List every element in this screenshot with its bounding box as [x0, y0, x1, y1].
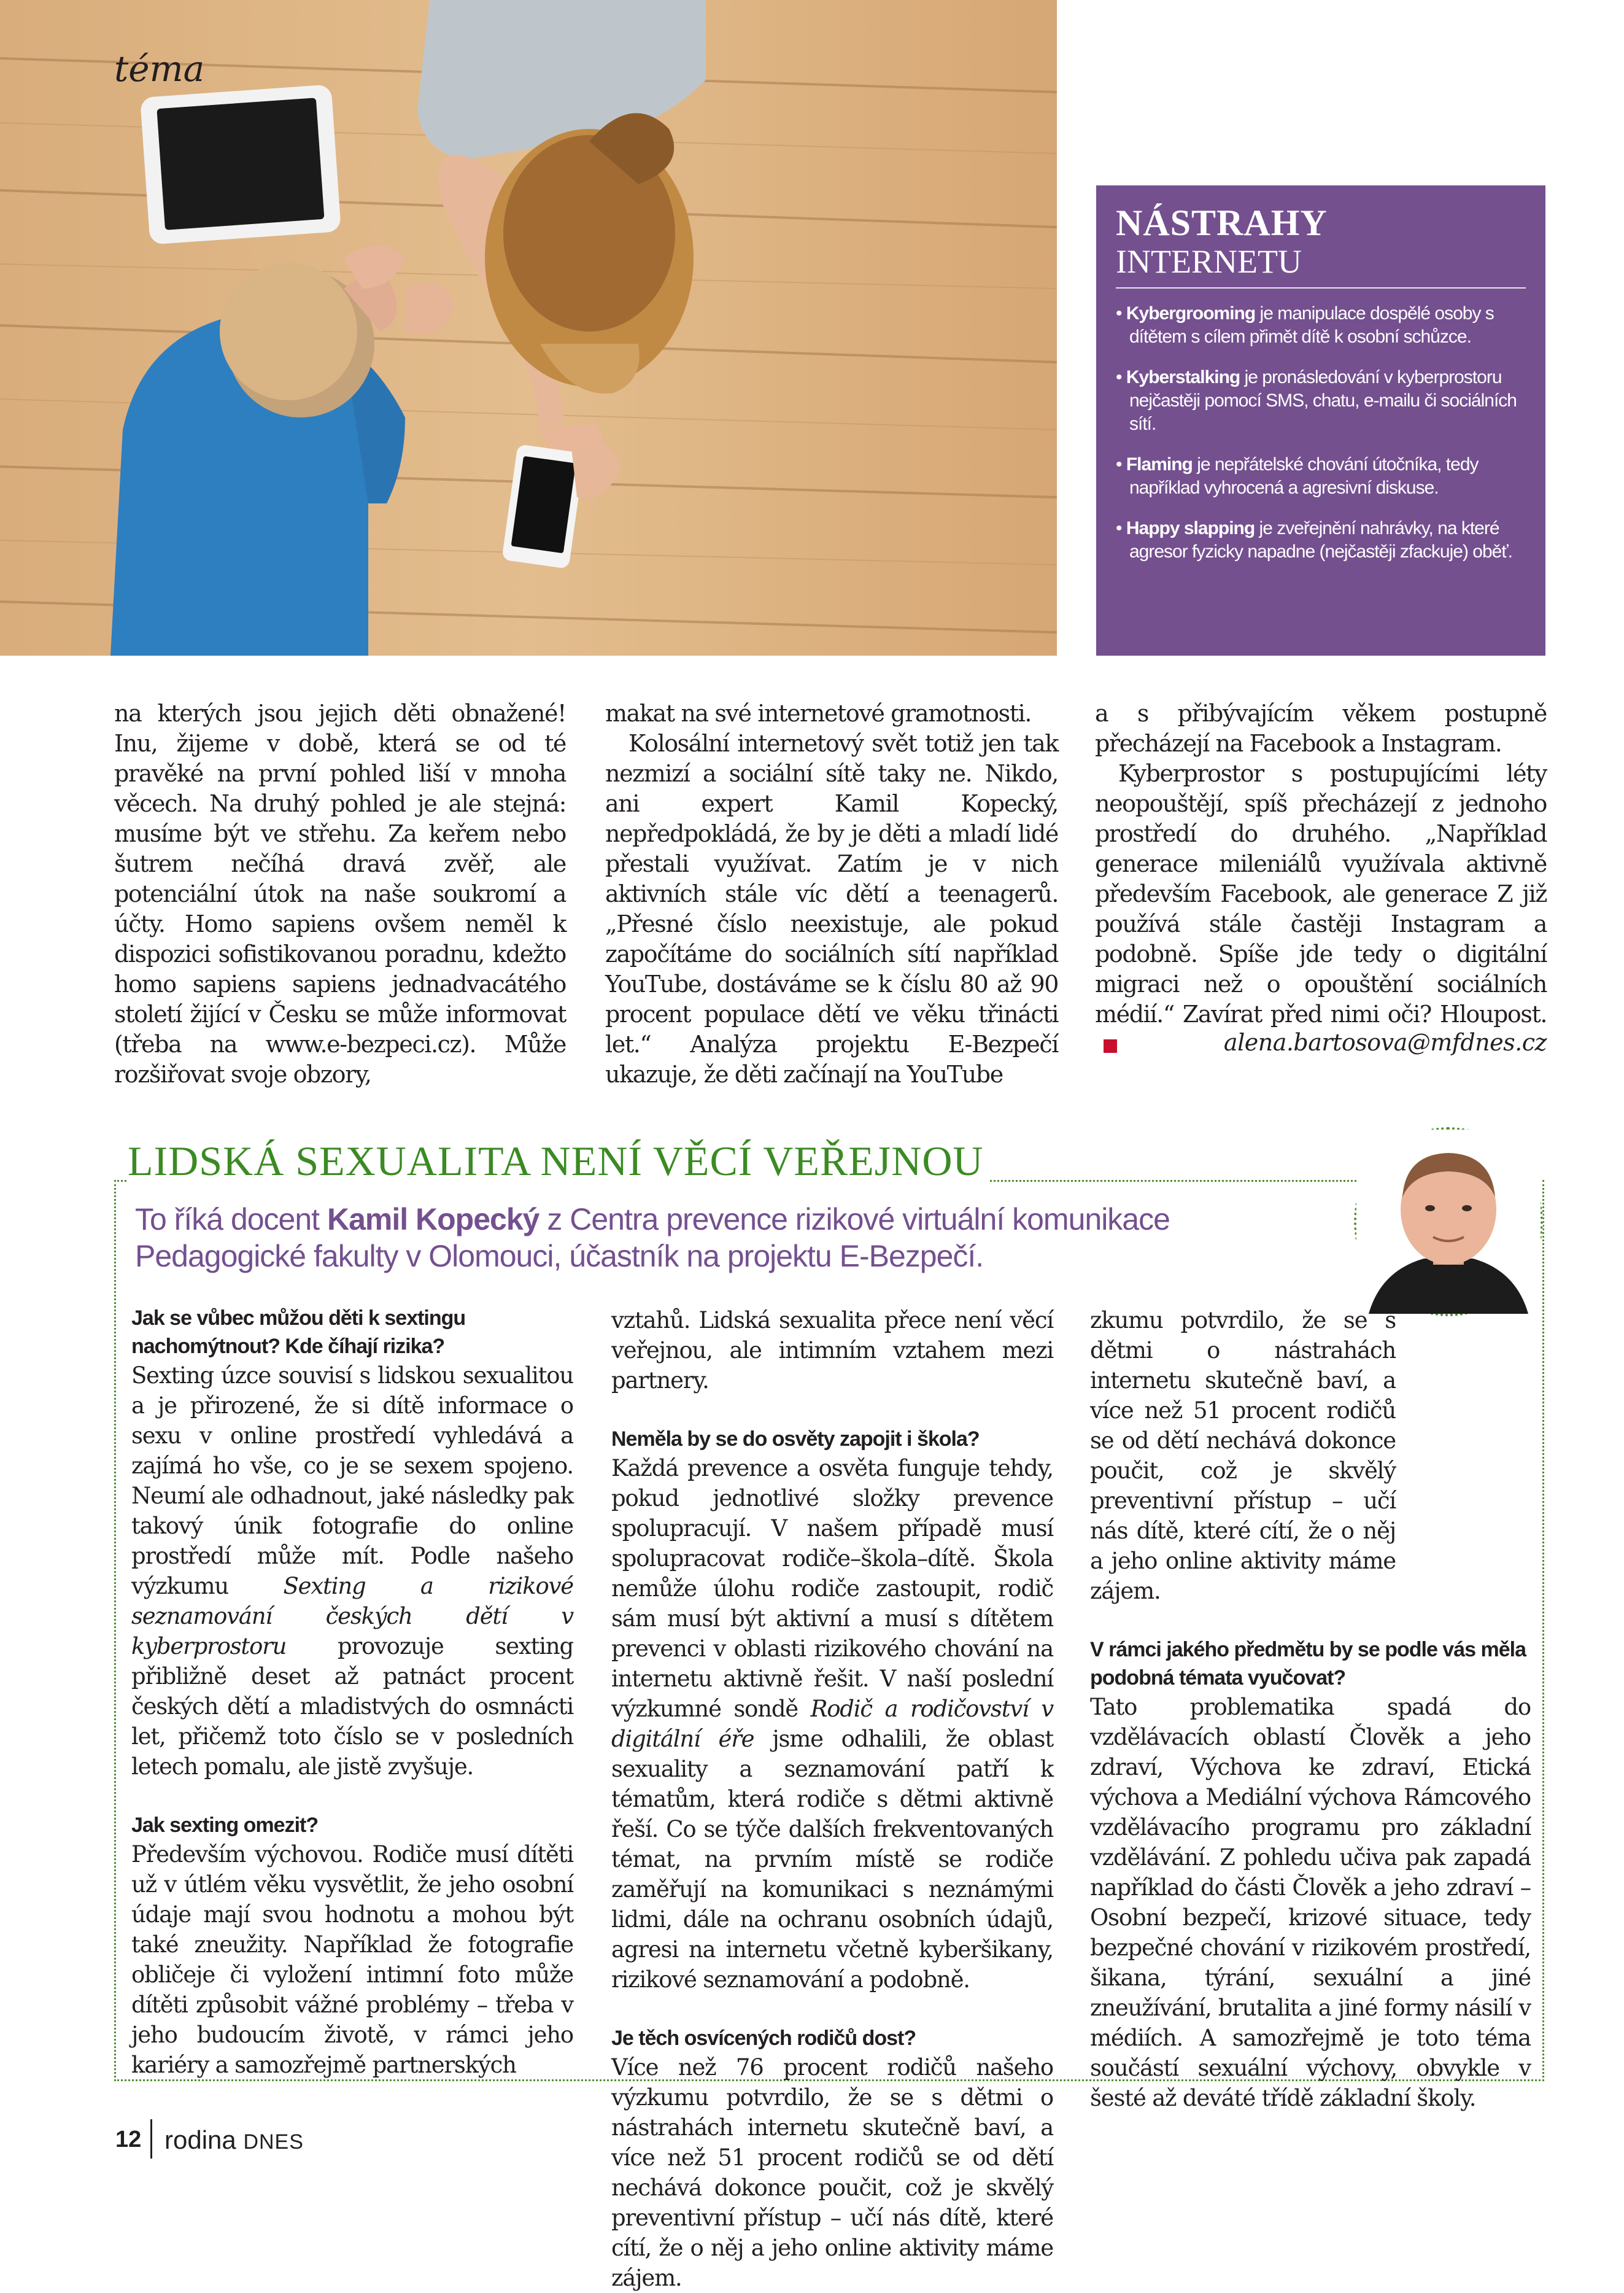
page-number: 12	[115, 2127, 142, 2152]
section-tag: téma	[114, 48, 205, 90]
interview-column-3	[1090, 1305, 1531, 2113]
interview-answer: Více než 76 procent rodičů našeho výzkumu potvrdilo, že se s dětmi o nástrahách internetu skutečně baví, a více než 51 procent rodičů se od dětí nechává dokonce poučit, což je skvělý preventivní přístup – učí nás dítě, které cítí, že o něj a jeho online aktivity máme zájem.	[611, 2054, 1053, 2291]
study-title: Rodič a rodičovství v digitální éře	[611, 1696, 1053, 1752]
tablet-image	[140, 84, 341, 244]
interview-column-1	[131, 1304, 573, 2080]
sidebar-term: Happy slapping	[1126, 518, 1255, 538]
article-paragraph-text: Kyberprostor s postupujícími léty neopouštějí, spíš přecházejí z jednoho prostředí do druhého. „Například generace mileniálů využívala aktivně především Facebook, ale generace Z již používá stále častěji Instagram a podobně. Spíše jde tedy o digitální migraci než o opouštění sociálních médií.“ Zavírat před nimi oči? Hloupost.	[1095, 760, 1547, 1028]
publication-suffix: DNES	[243, 2130, 304, 2154]
article-paragraph: makat na své internetové gramotnosti.	[605, 700, 1032, 727]
article-column-3	[1095, 699, 1547, 1060]
interview-question: Jak se vůbec můžou děti k sextingu nachomýtnout? Kde číhají rizika?	[131, 1306, 466, 1358]
sidebar-divider	[1116, 287, 1526, 289]
sidebar-title: NÁSTRAHY	[1116, 203, 1328, 243]
interview-answer	[131, 1360, 573, 1782]
interview-answer	[611, 1453, 1053, 1995]
answer-text: provozuje sexting přibližně deset až patnáct procent českých dětí a mladistvých do osmnácti let, přičemž toto číslo se v posledních letech pomalu, ale jistě zvyšuje.	[131, 1633, 573, 1780]
sidebar-definition: je manipulace dospělé osoby s dítětem s cílem přimět dítě k osobní schůzce.	[1129, 303, 1494, 347]
article-paragraph: a s přibývajícím věkem postupně přecházejí na Facebook a Instagram.	[1095, 700, 1547, 757]
interviewee-portrait	[1354, 1127, 1543, 1316]
sidebar-definition: je zveřejnění nahrávky, na které agresor fyzicky napadne (nejčastěji zfackuje) oběť.	[1129, 518, 1512, 562]
intro-text: To říká docent	[135, 1202, 327, 1236]
article-column-1	[114, 699, 566, 1090]
publication-title: rodina	[164, 2125, 236, 2154]
interview-question: V rámci jakého předmětu by se podle vás měla podobná témata vyučovat?	[1090, 1638, 1526, 1690]
sidebar-item: • Kyberstalking je pronásledování v kyberprostoru nejčastěji pomocí SMS, chatu, e-mailu či sociálních sítí.	[1116, 367, 1517, 434]
interview-title: LIDSKÁ SEXUALITA NENÍ VĚCÍ VEŘEJNOU	[128, 1137, 990, 1185]
interview-question: Je těch osvícených rodičů dost?	[611, 2027, 916, 2050]
intro-text: z Centra prevence rizikové virtuální komunikace Pedagogické fakulty v Olomouci, účastník na projektu E-Bezpečí.	[135, 1202, 1170, 1273]
sidebar-term: Flaming	[1126, 454, 1193, 475]
article-column-2	[605, 699, 1058, 1090]
publication-name	[164, 2125, 304, 2155]
author-email[interactable]: alena.bartosova@mfdnes.cz	[1223, 1029, 1547, 1056]
interview-question: Jak sexting omezit?	[131, 1814, 319, 1837]
sidebar-box	[1096, 185, 1545, 656]
sidebar-definition: je pronásledování v kyberprostoru nejčastěji pomocí SMS, chatu, e-mailu či sociálních sítí.	[1129, 367, 1517, 434]
footer-divider	[150, 2119, 152, 2159]
answer-text: jsme odhalili, že oblast sexuality a seznamování patří k tématům, která rodiče s dětmi aktivně řeší. Co se týče dalších frekventovaných témat, na prvním místě se rodiče zaměřují na komunikaci s neznámými lidmi, dále na ochranu osobních údajů, agresi na internetu včetně kyberšikany, rizikové seznamování a podobně.	[611, 1726, 1053, 1993]
answer-text: Sexting úzce souvisí s lidskou sexualitou a je přirozené, že si dítě informace o sexu v online prostředí vyhledává a zajímá ho vše, co je se sexem spojeno. Neumí ale odhadnout, jaké následky pak takový únik fotografie do online prostředí může mít. Podle našeho výzkumu	[131, 1362, 573, 1599]
study-title: Sexting a rizikové seznamování českých dětí v kyberprostoru	[131, 1573, 573, 1659]
sidebar-subtitle: INTERNETU	[1116, 243, 1302, 280]
interview-answer: zkumu potvrdilo, že se s dětmi o nástrahách internetu skutečně baví, a více než 51 procent rodičů se od dětí nechává dokonce poučit, což je skvělý preventivní přístup – učí nás dítě, které cítí, že o něj a jeho online aktivity máme zájem.	[1090, 1307, 1396, 1604]
sidebar-item: • Flaming je nepřátelské chování útočníka, tedy například vyhrocená a agresivní diskuse.	[1116, 454, 1479, 498]
article-paragraph: na kterých jsou jejich děti obnažené! Inu, žijeme v době, která se od té pravěké na první pohled liší v mnoha věcech. Na druhý pohled je ale stejná: musíme být ve střehu. Za keřem nebo šutrem nečíhá dravá zvěř, ale potenciální útok na naše soukromí a účty. Homo sapiens ovšem neměl k dispozici sofistikovanou poradnu, kdežto homo sapiens sapiens jednadvacátého století žijící v Česku se může informovat (třeba na www.e-bezpeci.cz). Může rozšiřovat svoje obzory,	[114, 700, 566, 1088]
answer-text: Každá prevence a osvěta funguje tehdy, pokud jednotlivé složky prevence spolupracují. V našem případě musí spolupracovat rodiče–škola–dítě. Škola nemůže úlohu rodiče zastoupit, rodič sám musí být aktivní a musí s dítětem prevenci v oblasti rizikového chování na internetu aktivně řešit. V naší poslední výzkumné sondě	[611, 1455, 1053, 1722]
interview-intro	[135, 1201, 1240, 1275]
interview-answer: Tato problematika spadá do vzdělávacích oblastí Člověk a jeho zdraví, Výchova ke zdraví, Etická výchova a Mediální výchova Rámcového vzdělávacího programu pro základní vzdělávání. Z pohledu učiva pak zapadá například do části Člověk a jeho zdraví – Osobní bezpečí, krizové situace, tedy bezpečné chování v rizikovém prostředí, šikana, týrání, sexuální a jiné zneužívání, brutalita a jiné formy násilí v médiích. A samozřejmě je toto téma součástí sexuální výchovy, obvykle v šesté až deváté třídě základní školy.	[1090, 1694, 1531, 2111]
sidebar-item: • Kybergrooming je manipulace dospělé osoby s dítětem s cílem přimět dítě k osobní schůzce.	[1116, 303, 1494, 347]
interview-question: Neměla by se do osvěty zapojit i škola?	[611, 1427, 980, 1451]
sidebar-term: Kybergrooming	[1126, 303, 1256, 324]
sidebar-term: Kyberstalking	[1126, 367, 1240, 387]
header-photo	[0, 0, 1057, 656]
interview-column-2	[611, 1305, 1053, 2291]
article-paragraph: Kolosální internetový svět totiž jen tak nezmizí a sociální sítě taky ne. Nikdo, ani expert Kamil Kopecký, nepředpokládá, že by je děti a mladí lidé přestali využívat. Zatím je v nich aktivních stále víc dětí a teenagerů. „Přesné číslo neexistuje, ale pokud započítáme do sociálních sítí například YouTube, dostáváme se k číslu 80 až 90 procent populace dětí ve věku třinácti let.“ Analýza projektu E-Bezpečí ukazuje, že děti začínají na YouTube	[605, 730, 1058, 1088]
sidebar-item: • Happy slapping je zveřejnění nahrávky, na které agresor fyzicky napadne (nejčastěji zfackuje) oběť.	[1116, 518, 1512, 562]
interview-answer: Především výchovou. Rodiče musí dítěti už v útlém věku vysvětlit, že jeho osobní údaje mají svou hodnotu a mohou být také zneužity. Například že fotografie obličeje či vyložení intimní foto může dítěti způsobit vážné problémy – třeba v jeho budoucím životě, v rámci jeho kariéry a samozřejmě partnerských	[131, 1841, 573, 2078]
interviewee-name: Kamil Kopecký	[327, 1202, 539, 1236]
sidebar-definition: je nepřátelské chování útočníka, tedy například vyhrocená a agresivní diskuse.	[1129, 454, 1479, 498]
interview-answer: vztahů. Lidská sexualita přece není věcí veřejnou, ale intimním vztahem mezi partnery.	[611, 1307, 1053, 1394]
article-paragraph	[1095, 759, 1547, 1060]
